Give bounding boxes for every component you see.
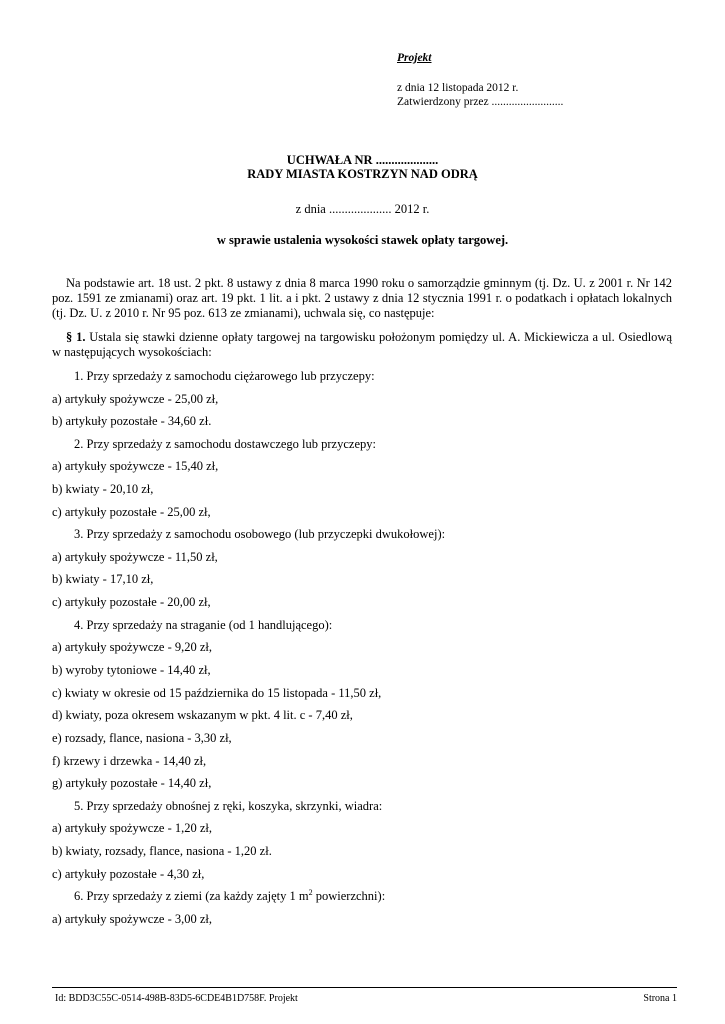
list-item: a) artykuły spożywcze - 9,20 zł, [52,640,213,654]
project-label: Projekt [397,52,432,64]
list-item: a) artykuły spożywcze - 3,00 zł, [52,912,213,926]
list-item: e) rozsady, flance, nasiona - 3,30 zł, [52,731,232,745]
list-item: b) kwiaty - 17,10 zł, [52,572,154,586]
list-item: b) kwiaty, rozsady, flance, nasiona - 1,20 zł. [52,844,272,858]
list-item: b) wyroby tytoniowe - 14,40 zł, [52,663,211,677]
paragraph-1-label: § 1. [66,330,86,344]
list-item: c) artykuły pozostałe - 20,00 zł, [52,595,211,609]
paragraph-1 [52,330,672,360]
section-4: 4. Przy sprzedaży na straganie (od 1 handlującego): [74,618,333,632]
resolution-number: UCHWAŁA NR .................... [286,153,439,167]
council-name: RADY MIASTA KOSTRZYN NAD ODRĄ [247,167,478,181]
header-approved: Zatwierdzony przez ......................... [397,96,564,108]
section-6 [74,889,385,904]
list-item: c) artykuły pozostałe - 4,30 zł, [52,867,205,881]
list-item: b) artykuły pozostałe - 34,60 zł. [52,414,212,428]
list-item: a) artykuły spożywcze - 1,20 zł, [52,821,213,835]
footer-document-id: Id: BDD3C55C-0514-498B-83D5-6CDE4B1D758F. Projekt [55,993,298,1004]
section-3: 3. Przy sprzedaży z samochodu osobowego (lub przyczepki dwukołowej): [74,527,446,541]
footer-divider [52,987,677,988]
section-2: 2. Przy sprzedaży z samochodu dostawczego lub przyczepy: [74,437,376,451]
superscript-2: 2 [308,887,313,897]
footer-page-number: Strona 1 [643,993,677,1004]
list-item: c) artykuły pozostałe - 25,00 zł, [52,505,211,519]
list-item: c) kwiaty w okresie od 15 października do 15 listopada - 11,50 zł, [52,686,382,700]
resolution-subject: w sprawie ustalenia wysokości stawek opłaty targowej. [216,233,509,247]
section-6-text-end: powierzchni): [312,889,386,903]
legal-basis-paragraph: Na podstawie art. 18 ust. 2 pkt. 8 ustawy z dnia 8 marca 1990 roku o samorządzie gminnym (tj. Dz. U. z 2001 r. Nr 142 poz. 1591 ze zmianami) oraz art. 19 pkt. 1 lit. a i pkt. 2 ustawy z dnia 12 stycznia 1991 r. o podatkach i opłatach lokalnych (tj. Dz. U. z 2010 r. Nr 95 poz. 613 ze zmianami), uchwala się, co następuje: [52,276,672,320]
paragraph-1-text: Ustala się stawki dzienne opłaty targowej na targowisku położonym pomiędzy ul. A. Mickiewicza a ul. Osiedlową w następujących wysokościach: [52,330,673,359]
list-item: d) kwiaty, poza okresem wskazanym w pkt. 4 lit. c - 7,40 zł, [52,708,353,722]
list-item: a) artykuły spożywcze - 11,50 zł, [52,550,218,564]
list-item: g) artykuły pozostałe - 14,40 zł, [52,776,212,790]
list-item: f) krzewy i drzewka - 14,40 zł, [52,754,207,768]
section-1: 1. Przy sprzedaży z samochodu ciężarowego lub przyczepy: [74,369,375,383]
list-item: a) artykuły spożywcze - 25,00 zł, [52,392,219,406]
list-item: b) kwiaty - 20,10 zł, [52,482,154,496]
section-6-text: 6. Przy sprzedaży z ziemi (za każdy zajęty 1 m [74,889,309,903]
header-date: z dnia 12 listopada 2012 r. [397,82,519,94]
list-item: a) artykuły spożywcze - 15,40 zł, [52,459,219,473]
section-5: 5. Przy sprzedaży obnośnej z ręki, koszyka, skrzynki, wiadra: [74,799,383,813]
resolution-date: z dnia .................... 2012 r. [295,202,430,216]
